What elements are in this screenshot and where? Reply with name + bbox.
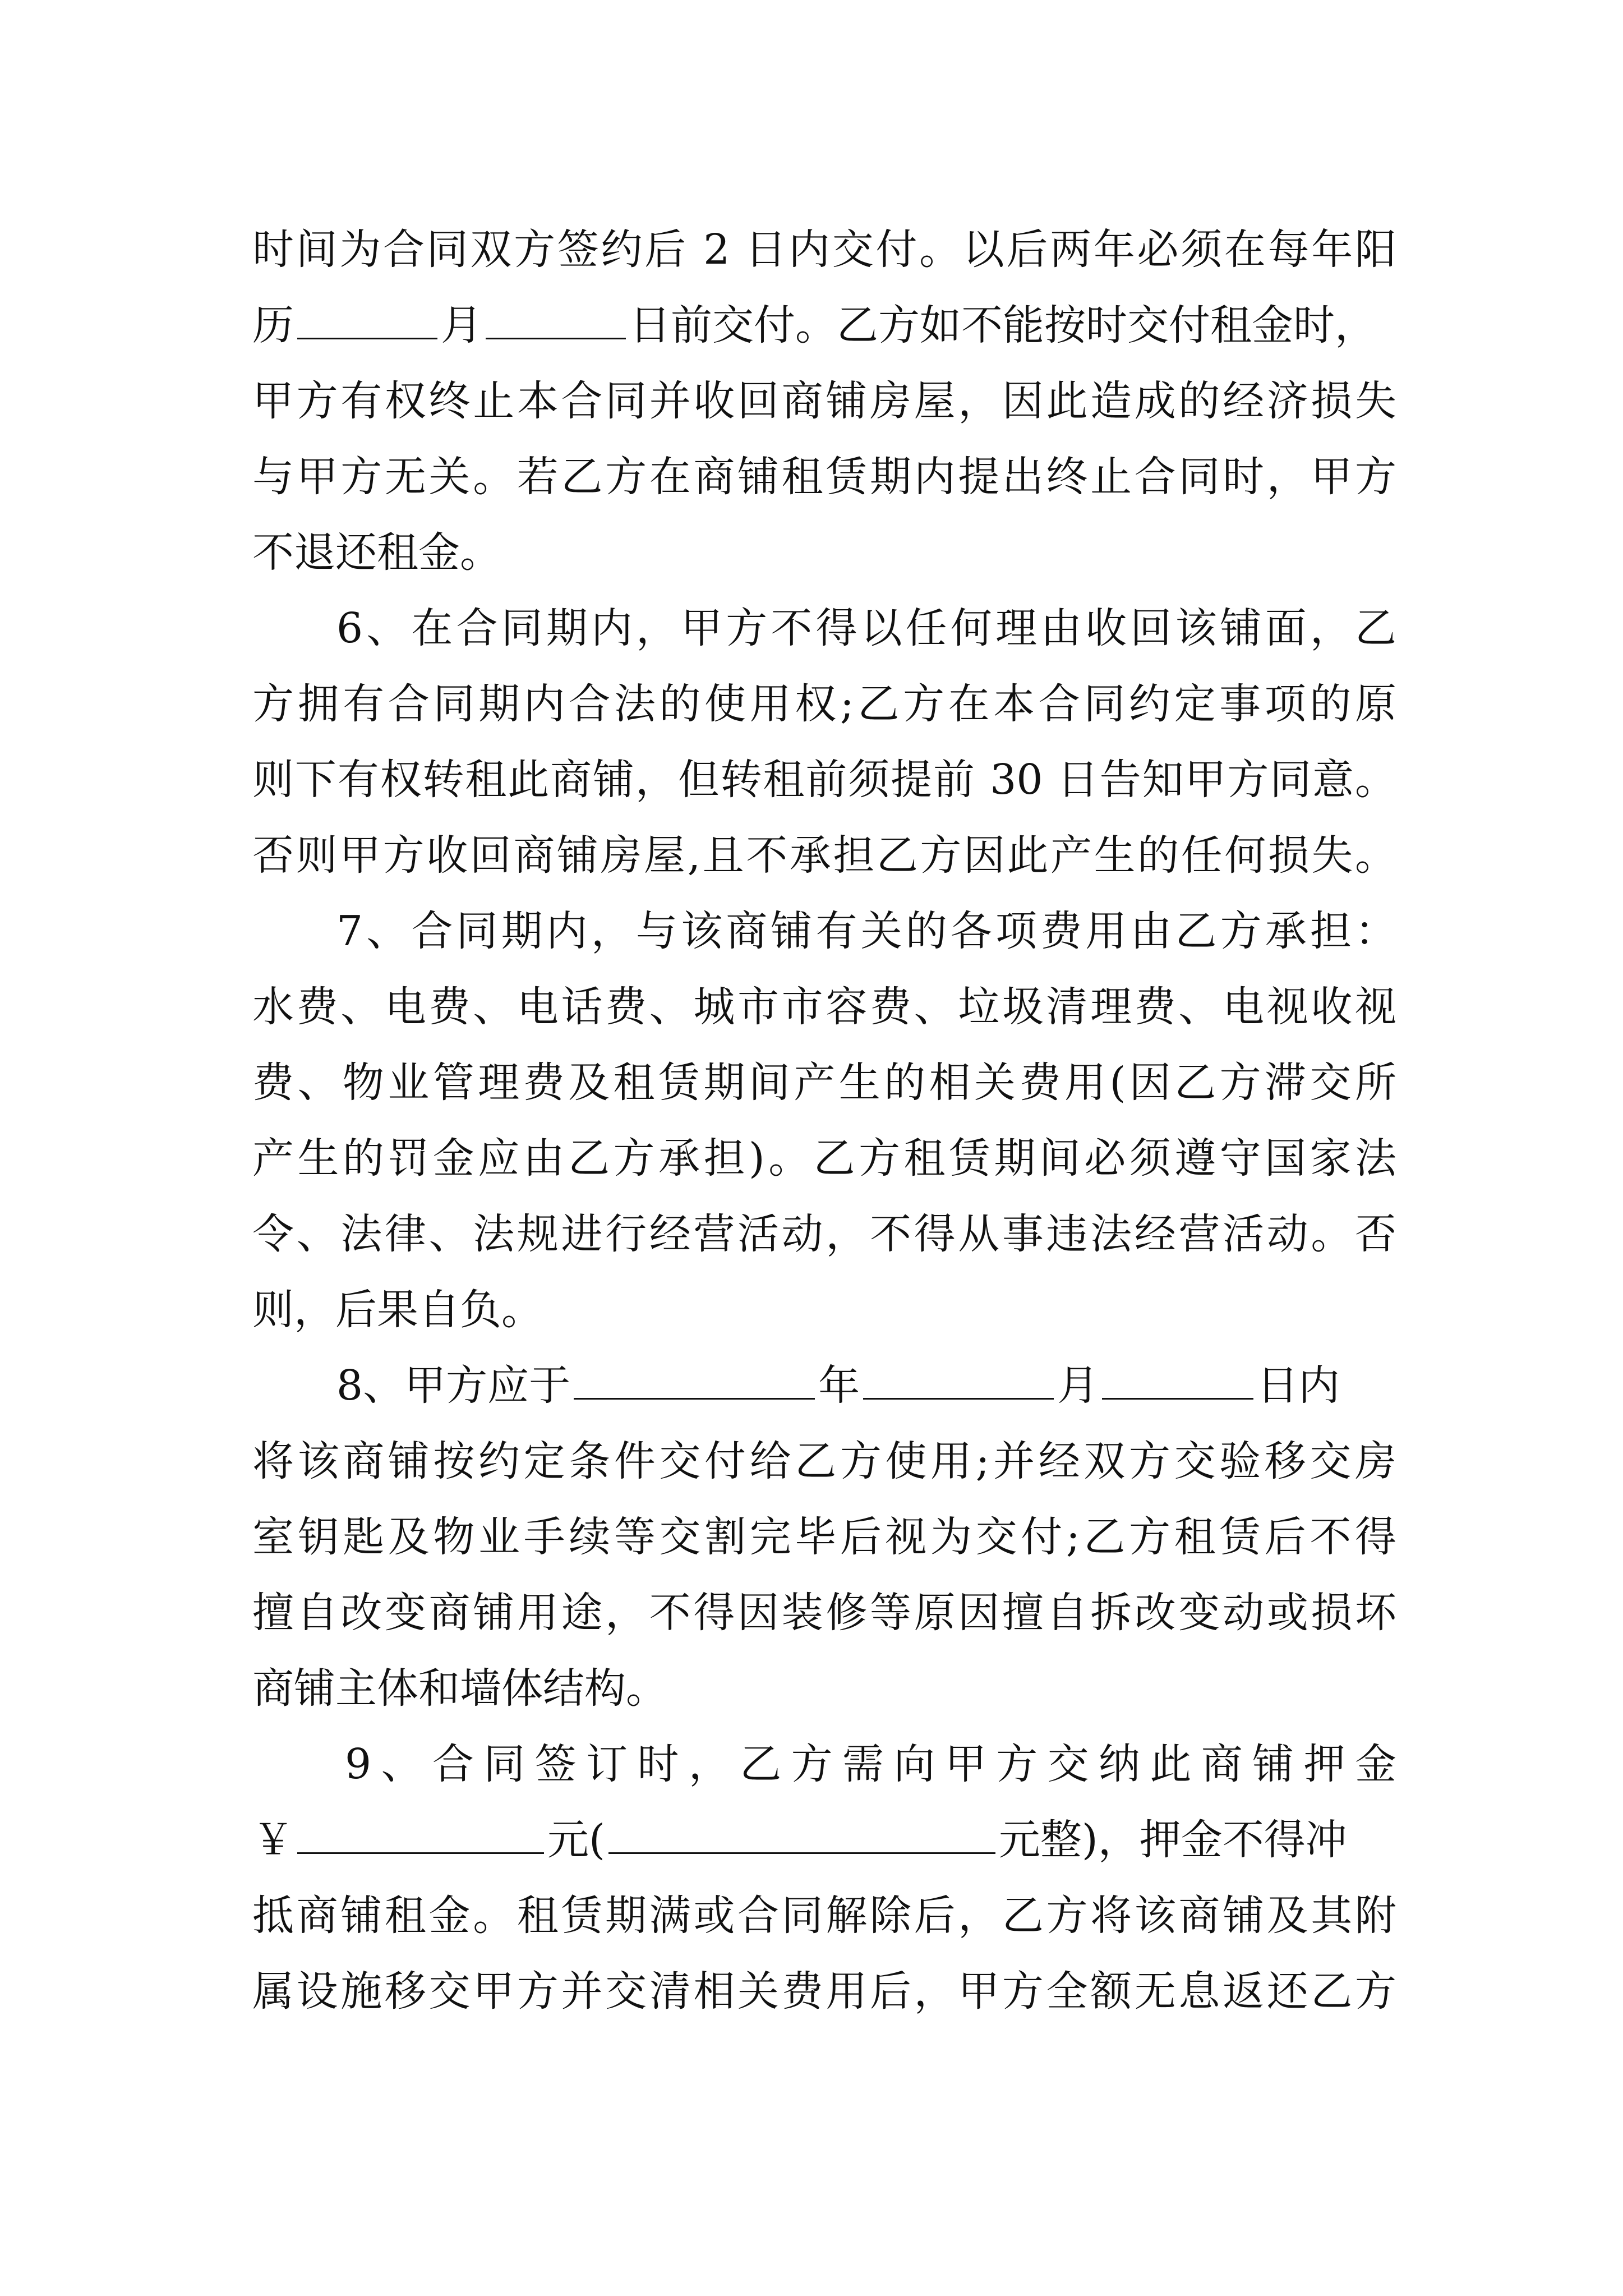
blank-day [1102,1359,1253,1400]
paragraph-8-line-2: 将该商铺按约定条件交付给乙方使用;并经双方交验移交房 [252,1437,1396,1485]
blank-deposit-uppercase [608,1813,995,1854]
paragraph-9-line-3: 抵商铺租金。租赁期满或合同解除后，乙方将该商铺及其附 [252,1892,1396,1940]
paragraph-5-line-4: 与甲方无关。若乙方在商铺租赁期内提出终止合同时，甲方 [252,453,1396,501]
blank-deposit-amount [297,1813,544,1854]
paragraph-7-line-6: 则，后果自负。 [252,1286,543,1334]
blank-month [297,298,437,339]
currency-symbol: ￥ [252,1816,294,1864]
paragraph-6-line-1: 6、在合同期内，甲方不得以任何理由收回该铺面，乙 [336,604,1396,652]
paragraph-9-line-1: 9、合同签订时，乙方需向甲方交纳此商铺押金 [345,1740,1396,1788]
paragraph-8-line-1 [336,1346,1396,1425]
paragraph-7-line-5: 令、法律、法规进行经营活动，不得从事违法经营活动。否 [252,1210,1396,1258]
text-fragment: 元整)，押金不得冲 [998,1816,1347,1864]
text-fragment: 8、甲方应于 [336,1361,571,1410]
paragraph-7-line-3: 费、物业管理费及租赁期间产生的相关费用(因乙方滞交所 [252,1059,1396,1107]
text-fragment: 月 [441,301,482,349]
text-fragment: 年 [818,1361,860,1410]
paragraph-8-line-5: 商铺主体和墙体结构。 [252,1664,667,1713]
text-fragment: 月 [1057,1361,1099,1410]
paragraph-5-line-2 [252,286,1396,365]
text-fragment: 日内 [1257,1361,1340,1410]
paragraph-5-line-3: 甲方有权终止本合同并收回商铺房屋，因此造成的经济损失 [252,377,1396,425]
blank-year [574,1359,815,1400]
blank-day [486,298,626,339]
paragraph-7-line-2: 水费、电费、电话费、城市市容费、垃圾清理费、电视收视 [252,983,1396,1031]
text-fragment: 日前交付。乙方如不能按时交付租金时， [629,301,1376,349]
text-fragment: 历 [252,301,294,349]
paragraph-8-line-3: 室钥匙及物业手续等交割完毕后视为交付;乙方租赁后不得 [252,1513,1396,1561]
paragraph-7-line-1: 7、合同期内，与该商铺有关的各项费用由乙方承担： [336,907,1396,955]
paragraph-8-line-4: 擅自改变商铺用途，不得因装修等原因擅自拆改变动或损坏 [252,1589,1396,1637]
blank-month [863,1359,1054,1400]
paragraph-5-line-5: 不退还租金。 [252,528,501,577]
paragraph-6-line-3: 则下有权转租此商铺，但转租前须提前 30 日告知甲方同意。 [252,756,1396,804]
paragraph-6-line-4: 否则甲方收回商铺房屋,且不承担乙方因此产生的任何损失。 [252,831,1396,880]
text-fragment: 元( [547,1816,605,1864]
paragraph-5-line-1: 时间为合同双方签约后 2 日内交付。以后两年必须在每年阳 [252,226,1396,274]
paragraph-9-line-4: 属设施移交甲方并交清相关费用后，甲方全额无息返还乙方 [252,1967,1396,2016]
paragraph-6-line-2: 方拥有合同期内合法的使用权;乙方在本合同约定事项的原 [252,680,1396,728]
paragraph-9-line-2 [252,1801,1396,1879]
paragraph-7-line-4: 产生的罚金应由乙方承担)。乙方租赁期间必须遵守国家法 [252,1134,1396,1182]
